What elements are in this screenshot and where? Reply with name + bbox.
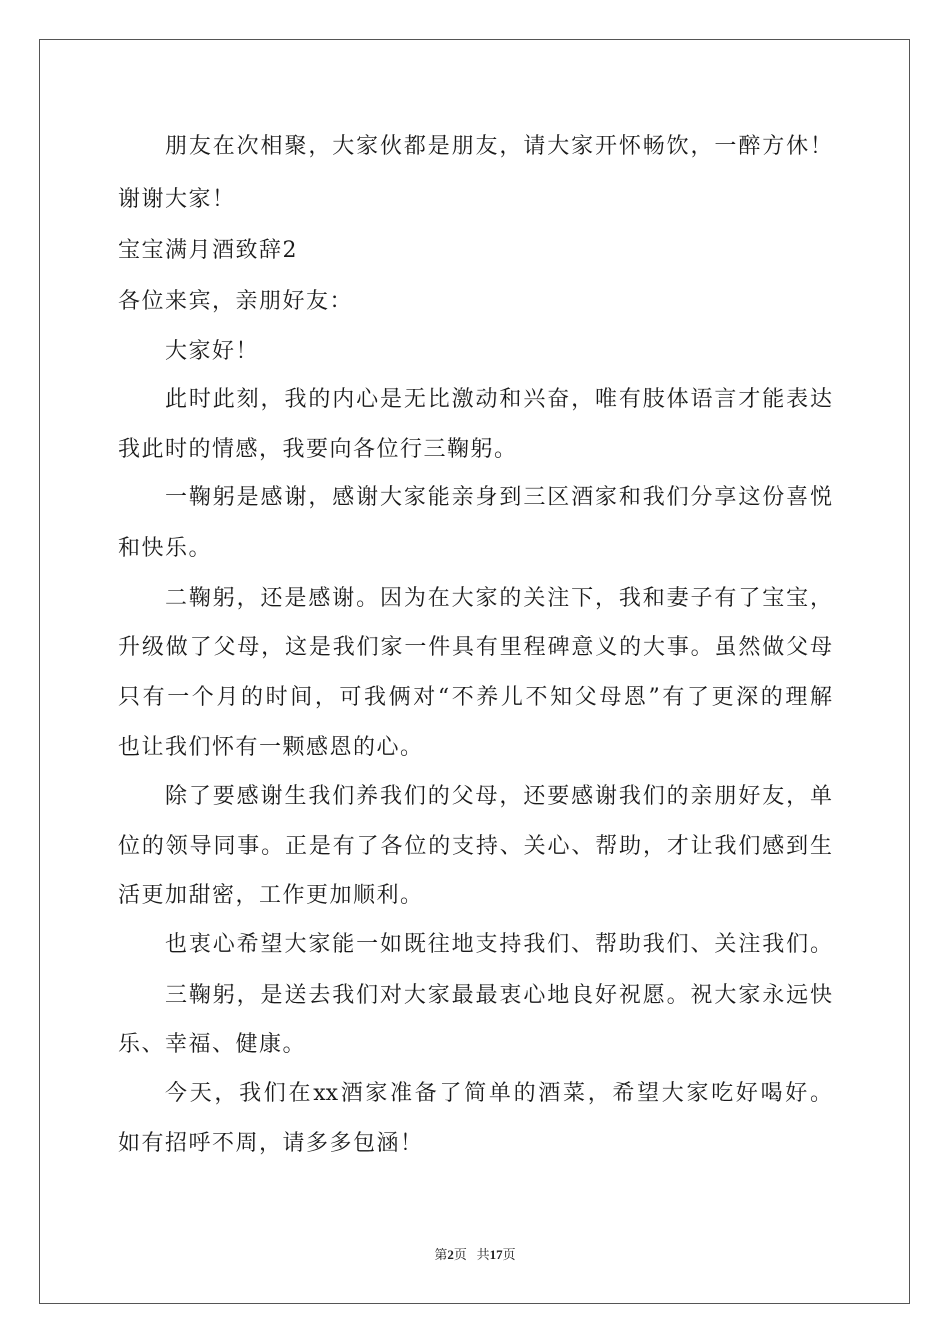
section-title: 宝宝满月酒致辞2 (118, 238, 298, 263)
text-line: 此时此刻，我的内心是无比激动和兴奋，唯有肢体语言才能表达 (165, 387, 832, 412)
salutation: 各位来宾，亲朋好友： (118, 289, 354, 314)
greeting: 大家好！ (165, 339, 260, 364)
total-suffix: 页 (502, 1247, 516, 1262)
total-prefix: 共 (476, 1247, 490, 1262)
text-line: 除了要感谢生我们养我们的父母，还要感谢我们的亲朋好友，单 (165, 784, 832, 809)
text-line: 今天，我们在xx酒家准备了简单的酒菜，希望大家吃好喝好。 (165, 1081, 832, 1106)
text-line: 升级做了父母，这是我们家一件具有里程碑意义的大事。虽然做父母 (118, 635, 832, 660)
text-line: 也让我们怀有一颗感恩的心。 (118, 735, 424, 760)
text-line: 三鞠躬，是送去我们对大家最最衷心地良好祝愿。祝大家永远快 (165, 983, 832, 1008)
text-line: 和快乐。 (118, 536, 213, 561)
text-line: 我此时的情感，我要向各位行三鞠躬。 (118, 437, 518, 462)
total-page-count: 17 (489, 1247, 503, 1262)
current-page-number: 2 (447, 1247, 454, 1262)
text-line: 朋友在次相聚，大家伙都是朋友，请大家开怀畅饮，一醉方休！ (165, 134, 832, 159)
page-border (39, 39, 910, 1304)
text-line: 活更加甜密，工作更加顺利。 (118, 883, 424, 908)
text-line: 一鞠躬是感谢，感谢大家能亲身到三区酒家和我们分享这份喜悦 (165, 485, 832, 510)
text-line: 位的领导同事。正是有了各位的支持、关心、帮助，才让我们感到生 (118, 834, 832, 859)
text-line: 谢谢大家！ (118, 187, 236, 212)
page-prefix: 第 (434, 1247, 448, 1262)
text-line: 只有一个月的时间，可我俩对“不养儿不知父母恩”有了更深的理解 (118, 685, 832, 710)
text-line: 如有招呼不周，请多多包涵！ (118, 1131, 424, 1156)
page-suffix: 页 (453, 1247, 467, 1262)
page-footer (0, 1246, 950, 1264)
text-line: 乐、幸福、健康。 (118, 1032, 307, 1057)
text-line: 也衷心希望大家能一如既往地支持我们、帮助我们、关注我们。 (165, 932, 832, 957)
text-line: 二鞠躬，还是感谢。因为在大家的关注下，我和妻子有了宝宝， (165, 586, 832, 611)
